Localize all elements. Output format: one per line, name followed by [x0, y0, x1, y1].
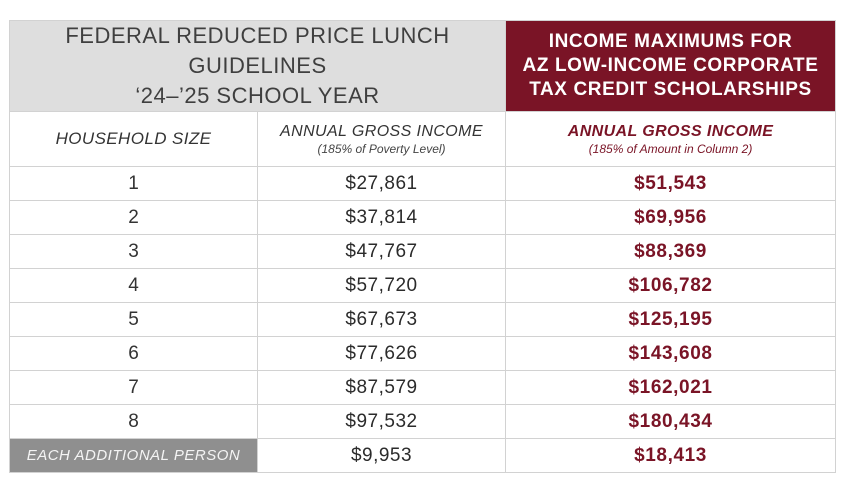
- az-income-cell: $143,608: [506, 337, 836, 371]
- federal-income-cell: $47,767: [258, 235, 506, 269]
- household-size-header: [10, 112, 258, 167]
- az-income-cell: $69,956: [506, 201, 836, 235]
- table-row: [10, 371, 836, 405]
- az-title-line3: TAX CREDIT SCHOLARSHIPS: [529, 79, 812, 100]
- table-body: [10, 21, 836, 473]
- table-row: [10, 235, 836, 269]
- household-size-cell: 6: [10, 337, 258, 371]
- household-size-cell: 2: [10, 201, 258, 235]
- federal-income-header: [258, 112, 506, 167]
- az-title-line1: INCOME MAXIMUMS FOR: [548, 31, 793, 52]
- federal-income-cell: $67,673: [258, 303, 506, 337]
- household-size-cell: 1: [10, 167, 258, 201]
- az-income-note: (185% of Amount in Column 2): [588, 141, 753, 156]
- az-income-cell: $125,195: [506, 303, 836, 337]
- az-income-header: [506, 112, 836, 167]
- federal-guidelines-title: [10, 21, 506, 112]
- federal-income-note: (185% of Poverty Level): [317, 141, 446, 156]
- az-income-cell: $180,434: [506, 405, 836, 439]
- household-size-label: HOUSEHOLD SIZE: [55, 129, 212, 148]
- az-income-cell: $51,543: [506, 167, 836, 201]
- title-row: [10, 21, 836, 112]
- additional-az-income: $18,413: [506, 439, 836, 473]
- table-row: [10, 269, 836, 303]
- additional-person-label: EACH ADDITIONAL PERSON: [10, 439, 258, 473]
- table-row: [10, 303, 836, 337]
- household-size-cell: 3: [10, 235, 258, 269]
- column-header-row: [10, 112, 836, 167]
- additional-federal-income: $9,953: [258, 439, 506, 473]
- az-income-cell: $88,369: [506, 235, 836, 269]
- federal-income-cell: $77,626: [258, 337, 506, 371]
- household-size-cell: 4: [10, 269, 258, 303]
- income-guidelines-table: [9, 20, 836, 473]
- federal-income-cell: $57,720: [258, 269, 506, 303]
- az-income-cell: $162,021: [506, 371, 836, 405]
- az-title-line2: AZ LOW-INCOME CORPORATE: [522, 55, 819, 76]
- az-income-label: ANNUAL GROSS INCOME: [567, 122, 774, 140]
- federal-income-cell: $37,814: [258, 201, 506, 235]
- household-size-cell: 5: [10, 303, 258, 337]
- table-row: [10, 167, 836, 201]
- federal-income-cell: $87,579: [258, 371, 506, 405]
- federal-title-line2: ‘24–’25 SCHOOL YEAR: [135, 83, 380, 108]
- table-row: [10, 337, 836, 371]
- table-row: [10, 405, 836, 439]
- az-income-cell: $106,782: [506, 269, 836, 303]
- federal-income-cell: $27,861: [258, 167, 506, 201]
- additional-person-row: [10, 439, 836, 473]
- federal-income-cell: $97,532: [258, 405, 506, 439]
- federal-income-label: ANNUAL GROSS INCOME: [280, 122, 483, 140]
- household-size-cell: 7: [10, 371, 258, 405]
- table-row: [10, 201, 836, 235]
- federal-title-line1: FEDERAL REDUCED PRICE LUNCH GUIDELINES: [65, 23, 450, 78]
- az-scholarship-title: [506, 21, 836, 112]
- household-size-cell: 8: [10, 405, 258, 439]
